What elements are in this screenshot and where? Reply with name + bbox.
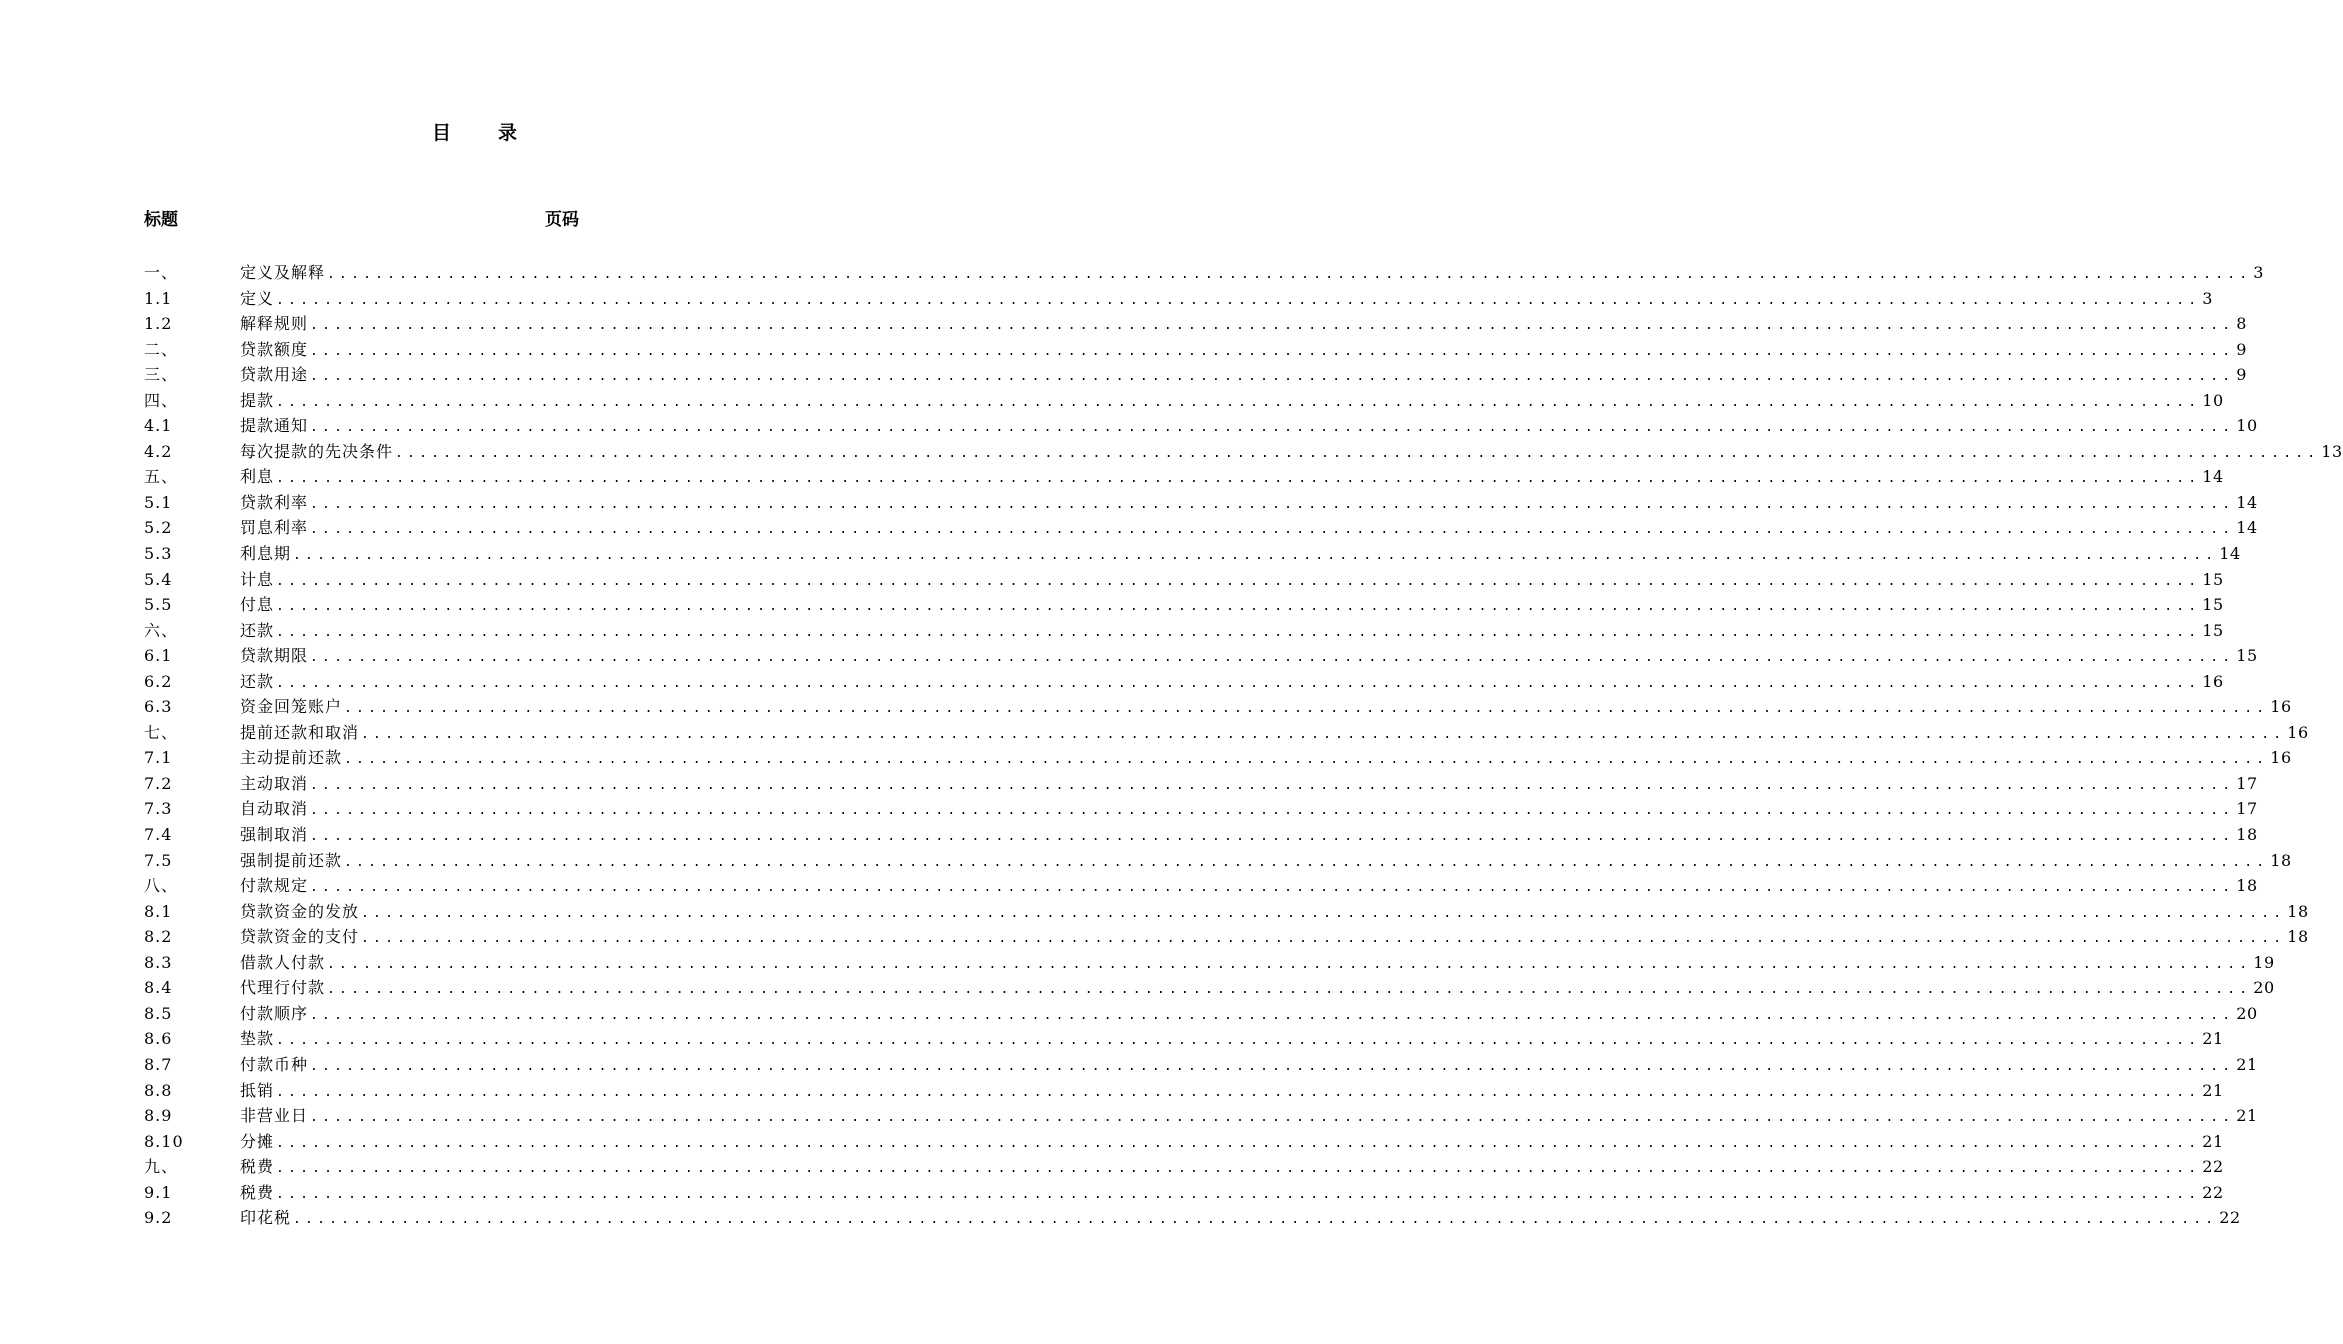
toc-entry-page: 9: [2236, 365, 2247, 385]
toc-entry-page: 22: [2219, 1208, 2241, 1228]
toc-entry-body: [240, 286, 2213, 314]
toc-entry-body: [240, 592, 2224, 620]
toc-entry-body: [240, 1103, 2258, 1131]
toc-leader-dots: ................................................................................................................................................................: [327, 982, 2252, 998]
toc-entry-number: 1.2: [144, 314, 173, 334]
toc-entry-label: 付款币种: [240, 1054, 309, 1074]
toc-entry-page: 15: [2236, 646, 2258, 666]
toc-entry-label: 贷款用途: [240, 365, 309, 385]
toc-leader-dots: ................................................................................................................................................................: [344, 701, 2269, 717]
toc-entry-label: 提款: [240, 390, 275, 410]
toc-leader-dots: ................................................................................................................................................................: [310, 1007, 2235, 1023]
toc-entry-number: 二、: [144, 339, 179, 359]
toc-entry[interactable]: [144, 1180, 2224, 1206]
toc-leader-dots: ................................................................................................................................................................: [310, 496, 2235, 512]
toc-entry-page: 3: [2253, 263, 2264, 282]
toc-entry-page: 16: [2287, 722, 2309, 742]
toc-entry-body: [240, 669, 2224, 697]
toc-entry-page: 21: [2236, 1054, 2258, 1074]
toc-leader-dots: ................................................................................................................................................................: [361, 931, 2286, 947]
toc-entry[interactable]: [144, 337, 2247, 363]
toc-entry-number: 5.4: [144, 569, 173, 589]
toc-entry-page: 16: [2270, 748, 2292, 768]
toc-leader-dots: ................................................................................................................................................................: [293, 1212, 2218, 1228]
toc-entry-page: 21: [2202, 1029, 2224, 1049]
column-header-title: 标题: [144, 210, 178, 230]
toc-entry[interactable]: [144, 694, 2292, 720]
toc-entry-label: 还款: [240, 671, 275, 691]
toc-entry-label: 税费: [240, 1157, 275, 1177]
toc-entry-body: [240, 464, 2224, 492]
title-char-1: 目: [431, 122, 452, 144]
toc-entry[interactable]: [144, 1078, 2224, 1104]
toc-leader-dots: ................................................................................................................................................................: [310, 318, 2235, 334]
toc-entry-page: 21: [2236, 1106, 2258, 1126]
toc-leader-dots: ................................................................................................................................................................: [344, 752, 2269, 768]
toc-entry[interactable]: [144, 1026, 2224, 1052]
toc-entry-body: [240, 720, 2309, 748]
toc-entry[interactable]: [144, 822, 2258, 848]
toc-entry-label: 提前还款和取消: [240, 722, 360, 742]
toc-leader-dots: ................................................................................................................................................................: [276, 1135, 2201, 1151]
toc-entry-label: 垫款: [240, 1029, 275, 1049]
toc-entry-label: 贷款资金的支付: [240, 927, 360, 947]
toc-entry-body: [240, 873, 2258, 901]
toc-entry-page: 13: [2321, 441, 2343, 461]
toc-leader-dots: ................................................................................................................................................................: [361, 726, 2286, 742]
toc-entry-page: 10: [2236, 416, 2258, 436]
toc-entry-number: 四、: [144, 390, 179, 410]
toc-leader-dots: ................................................................................................................................................................: [276, 599, 2201, 615]
table-of-contents: [144, 260, 2343, 1231]
toc-leader-dots: ................................................................................................................................................................: [276, 471, 2201, 487]
toc-entry-page: 14: [2236, 492, 2258, 512]
toc-entry-number: 7.2: [144, 773, 173, 793]
toc-entry-number: 5.5: [144, 595, 173, 615]
toc-entry-body: [240, 1129, 2224, 1157]
toc-entry-number: 5.2: [144, 518, 173, 538]
toc-leader-dots: ................................................................................................................................................................: [276, 624, 2201, 640]
title-char-2: 录: [498, 122, 519, 144]
toc-entry-body: [240, 490, 2258, 518]
toc-entry-number: 8.5: [144, 1003, 173, 1023]
toc-leader-dots: ................................................................................................................................................................: [327, 956, 2252, 972]
toc-entry-label: 非营业日: [240, 1106, 309, 1126]
toc-entry-body: [240, 745, 2292, 773]
toc-entry[interactable]: [144, 260, 2264, 286]
toc-entry[interactable]: [144, 413, 2258, 439]
toc-entry-label: 主动提前还款: [240, 748, 343, 768]
toc-leader-dots: ................................................................................................................................................................: [276, 1186, 2201, 1202]
toc-entry-body: [240, 643, 2258, 671]
toc-entry-page: 22: [2202, 1157, 2224, 1177]
toc-entry-number: 一、: [144, 263, 179, 282]
toc-entry-number: 7.3: [144, 799, 173, 819]
toc-entry-number: 8.3: [144, 952, 173, 972]
toc-entry[interactable]: [144, 720, 2309, 746]
toc-leader-dots: ................................................................................................................................................................: [310, 803, 2235, 819]
toc-entry-body: [240, 1205, 2241, 1233]
toc-entry-number: 七、: [144, 722, 179, 742]
toc-entry-page: 14: [2219, 544, 2241, 564]
toc-entry-body: [240, 848, 2292, 876]
toc-entry-number: 5.3: [144, 544, 173, 564]
toc-entry-number: 7.1: [144, 748, 173, 768]
toc-entry-body: [240, 337, 2247, 365]
toc-entry-label: 贷款额度: [240, 339, 309, 359]
toc-entry-page: 18: [2236, 876, 2258, 896]
toc-entry-number: 8.6: [144, 1029, 173, 1049]
toc-entry[interactable]: [144, 950, 2275, 976]
toc-entry[interactable]: [144, 1052, 2258, 1078]
toc-entry-body: [240, 311, 2247, 339]
toc-entry[interactable]: [144, 1001, 2258, 1027]
toc-leader-dots: ................................................................................................................................................................: [276, 292, 2201, 308]
toc-leader-dots: ................................................................................................................................................................: [276, 1161, 2201, 1177]
toc-entry-number: 1.1: [144, 288, 173, 308]
toc-entry-number: 5.1: [144, 492, 173, 512]
toc-entry-label: 还款: [240, 620, 275, 640]
toc-leader-dots: ................................................................................................................................................................: [276, 675, 2201, 691]
toc-entry-body: [240, 950, 2275, 978]
toc-leader-dots: ................................................................................................................................................................: [327, 267, 2252, 282]
toc-entry-body: [240, 924, 2309, 952]
toc-entry[interactable]: [144, 439, 2343, 465]
toc-entry-label: 利息期: [240, 544, 292, 564]
toc-entry-number: 六、: [144, 620, 179, 640]
toc-entry[interactable]: [144, 899, 2309, 925]
toc-entry-page: 15: [2202, 569, 2224, 589]
toc-entry[interactable]: [144, 1129, 2224, 1155]
toc-entry-label: 资金回笼账户: [240, 697, 343, 717]
toc-entry-label: 付款规定: [240, 876, 309, 896]
toc-entry-body: [240, 1001, 2258, 1029]
toc-entry-number: 4.2: [144, 441, 173, 461]
toc-entry-page: 14: [2202, 467, 2224, 487]
toc-entry[interactable]: [144, 873, 2258, 899]
toc-entry[interactable]: [144, 592, 2224, 618]
toc-entry-label: 印花税: [240, 1208, 292, 1228]
toc-entry-page: 20: [2236, 1003, 2258, 1023]
toc-entry-label: 定义及解释: [240, 263, 326, 282]
toc-entry-body: [240, 388, 2224, 416]
toc-entry[interactable]: [144, 796, 2258, 822]
toc-entry-number: 8.2: [144, 927, 173, 947]
toc-entry[interactable]: [144, 643, 2258, 669]
toc-entry-page: 16: [2270, 697, 2292, 717]
toc-entry-label: 解释规则: [240, 314, 309, 334]
page-title: [0, 118, 950, 145]
toc-entry-label: 主动取消: [240, 773, 309, 793]
toc-entry-body: [240, 1154, 2224, 1182]
toc-entry-page: 21: [2202, 1131, 2224, 1151]
toc-entry-label: 提款通知: [240, 416, 309, 436]
toc-entry[interactable]: [144, 567, 2224, 593]
toc-leader-dots: ................................................................................................................................................................: [361, 905, 2286, 921]
toc-entry-page: 22: [2202, 1182, 2224, 1202]
toc-entry-body: [240, 771, 2258, 799]
toc-leader-dots: ................................................................................................................................................................: [310, 522, 2235, 538]
toc-leader-dots: ................................................................................................................................................................: [310, 369, 2235, 385]
toc-leader-dots: ................................................................................................................................................................: [310, 420, 2235, 436]
toc-entry-number: 8.1: [144, 901, 173, 921]
toc-entry[interactable]: [144, 286, 2213, 312]
toc-entry-page: 18: [2287, 901, 2309, 921]
toc-entry[interactable]: [144, 541, 2241, 567]
toc-entry-number: 五、: [144, 467, 179, 487]
toc-entry-body: [240, 1052, 2258, 1080]
toc-entry-number: 9.1: [144, 1182, 173, 1202]
toc-entry[interactable]: [144, 464, 2224, 490]
toc-entry-number: 九、: [144, 1157, 179, 1177]
toc-entry-body: [240, 899, 2309, 927]
toc-entry-page: 10: [2202, 390, 2224, 410]
toc-entry-number: 8.7: [144, 1054, 173, 1074]
toc-entry-page: 15: [2202, 620, 2224, 640]
toc-entry-label: 付款顺序: [240, 1003, 309, 1023]
toc-entry[interactable]: [144, 362, 2247, 388]
toc-entry[interactable]: [144, 745, 2292, 771]
toc-entry-page: 21: [2202, 1080, 2224, 1100]
toc-leader-dots: ................................................................................................................................................................: [310, 880, 2235, 896]
toc-entry-body: [240, 1180, 2224, 1208]
toc-entry-body: [240, 362, 2247, 390]
toc-entry-body: [240, 822, 2258, 850]
toc-entry-page: 18: [2270, 850, 2292, 870]
toc-entry[interactable]: [144, 669, 2224, 695]
toc-entry-body: [240, 975, 2275, 1003]
toc-entry-label: 税费: [240, 1182, 275, 1202]
toc-entry[interactable]: [144, 1103, 2258, 1129]
toc-entry-body: [240, 567, 2224, 595]
toc-leader-dots: ................................................................................................................................................................: [293, 548, 2218, 564]
toc-entry-label: 罚息利率: [240, 518, 309, 538]
toc-entry-body: [240, 796, 2258, 824]
toc-entry[interactable]: [144, 490, 2258, 516]
toc-leader-dots: ................................................................................................................................................................: [310, 1058, 2235, 1074]
toc-entry-label: 抵销: [240, 1080, 275, 1100]
toc-entry-label: 强制提前还款: [240, 850, 343, 870]
toc-entry-number: 6.3: [144, 697, 173, 717]
toc-entry-number: 8.9: [144, 1106, 173, 1126]
toc-entry-page: 16: [2202, 671, 2224, 691]
toc-entry-page: 15: [2202, 595, 2224, 615]
toc-entry-label: 贷款资金的发放: [240, 901, 360, 921]
toc-entry-page: 17: [2236, 799, 2258, 819]
toc-entry-label: 计息: [240, 569, 275, 589]
toc-entry[interactable]: [144, 1154, 2224, 1180]
toc-entry-label: 付息: [240, 595, 275, 615]
toc-entry-body: [240, 694, 2292, 722]
toc-entry-number: 6.2: [144, 671, 173, 691]
toc-entry[interactable]: [144, 311, 2247, 337]
toc-entry-label: 每次提款的先决条件: [240, 441, 394, 461]
toc-entry-label: 贷款利率: [240, 492, 309, 512]
toc-entry[interactable]: [144, 388, 2224, 414]
toc-entry-number: 4.1: [144, 416, 173, 436]
toc-entry-page: 9: [2236, 339, 2247, 359]
toc-entry-body: [240, 541, 2241, 569]
toc-leader-dots: ................................................................................................................................................................: [395, 445, 2320, 461]
toc-entry-body: [240, 515, 2258, 543]
toc-entry[interactable]: [144, 618, 2224, 644]
toc-entry[interactable]: [144, 771, 2258, 797]
toc-entry-page: 18: [2236, 825, 2258, 845]
toc-entry-number: 7.4: [144, 825, 173, 845]
toc-leader-dots: ................................................................................................................................................................: [276, 394, 2201, 410]
toc-entry-page: 20: [2253, 978, 2275, 998]
toc-leader-dots: ................................................................................................................................................................: [310, 777, 2235, 793]
toc-entry-body: [240, 260, 2264, 288]
toc-entry-label: 自动取消: [240, 799, 309, 819]
toc-entry-page: 19: [2253, 952, 2275, 972]
toc-leader-dots: ................................................................................................................................................................: [310, 1110, 2235, 1126]
toc-entry-label: 分摊: [240, 1131, 275, 1151]
toc-entry-number: 6.1: [144, 646, 173, 666]
toc-entry-page: 18: [2287, 927, 2309, 947]
toc-leader-dots: ................................................................................................................................................................: [310, 829, 2235, 845]
toc-entry-number: 9.2: [144, 1208, 173, 1228]
toc-entry-body: [240, 413, 2258, 441]
toc-entry-number: 7.5: [144, 850, 173, 870]
toc-entry[interactable]: [144, 515, 2258, 541]
toc-entry-number: 8.4: [144, 978, 173, 998]
toc-leader-dots: ................................................................................................................................................................: [276, 1033, 2201, 1049]
toc-entry-label: 强制取消: [240, 825, 309, 845]
toc-entry-page: 3: [2202, 288, 2213, 308]
toc-entry-number: 8.10: [144, 1131, 184, 1151]
toc-entry[interactable]: [144, 848, 2292, 874]
toc-leader-dots: ................................................................................................................................................................: [310, 650, 2235, 666]
toc-entry-label: 贷款期限: [240, 646, 309, 666]
toc-entry-page: 17: [2236, 773, 2258, 793]
toc-entry-number: 8.8: [144, 1080, 173, 1100]
toc-entry-label: 利息: [240, 467, 275, 487]
toc-entry-page: 8: [2236, 314, 2247, 334]
toc-entry-number: 三、: [144, 365, 179, 385]
toc-entry-label: 代理行付款: [240, 978, 326, 998]
column-header-page: 页码: [545, 210, 579, 230]
toc-entry-label: 借款人付款: [240, 952, 326, 972]
toc-entry-body: [240, 439, 2343, 467]
toc-entry[interactable]: [144, 975, 2275, 1001]
toc-entry-label: 定义: [240, 288, 275, 308]
toc-leader-dots: ................................................................................................................................................................: [310, 343, 2235, 359]
toc-entry-body: [240, 1078, 2224, 1106]
toc-entry-number: 八、: [144, 876, 179, 896]
toc-leader-dots: ................................................................................................................................................................: [344, 854, 2269, 870]
toc-entry[interactable]: [144, 924, 2309, 950]
toc-entry[interactable]: [144, 1205, 2241, 1231]
toc-entry-body: [240, 618, 2224, 646]
toc-entry-page: 14: [2236, 518, 2258, 538]
toc-leader-dots: ................................................................................................................................................................: [276, 1084, 2201, 1100]
toc-leader-dots: ................................................................................................................................................................: [276, 573, 2201, 589]
toc-entry-body: [240, 1026, 2224, 1054]
